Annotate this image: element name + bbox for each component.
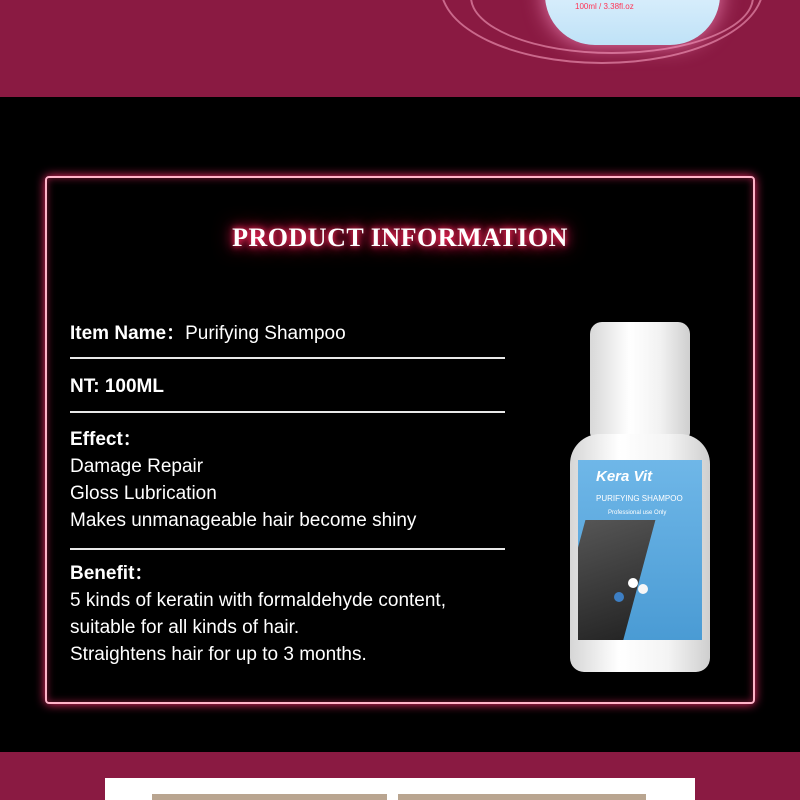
divider (70, 548, 505, 550)
divider (70, 411, 505, 413)
molecule-graphic (628, 578, 638, 588)
benefit-line: Straightens hair for up to 3 months. (70, 644, 367, 665)
benefit-block (70, 560, 446, 668)
hair-photo (398, 794, 646, 800)
top-product-image (545, 0, 720, 45)
effect-line: Makes unmanageable hair become shiny (70, 510, 417, 531)
product-bottle-image (570, 322, 710, 672)
brand-name: Kera Vit (596, 468, 653, 485)
hair-graphic (578, 520, 655, 640)
hair-photo (152, 794, 387, 800)
bottle-label (578, 460, 702, 640)
item-name-value: Purifying Shampoo (185, 323, 346, 344)
product-tagline: Professional use Only (608, 510, 667, 516)
effect-block (70, 426, 416, 534)
section-title: PRODUCT INFORMATION (232, 223, 568, 252)
benefit-label: Benefit： (70, 563, 154, 584)
nt-row (70, 373, 164, 400)
item-name-row (70, 320, 346, 347)
item-name-label: Item Name： (70, 323, 186, 344)
nt-value: 100ML (104, 376, 164, 397)
effect-line: Damage Repair (70, 456, 204, 477)
top-banner (0, 0, 800, 97)
divider (70, 357, 505, 359)
effect-label: Effect： (70, 429, 142, 450)
product-name: PURIFYING SHAMPOO (596, 494, 683, 503)
benefit-line: suitable for all kinds of hair. (70, 617, 300, 638)
benefit-line: 5 kinds of keratin with formaldehyde content, (70, 590, 446, 611)
bottle-cap (590, 322, 690, 437)
top-bottle-label: 100ml / 3.38fl.oz (575, 2, 634, 11)
nt-label: NT: (70, 376, 105, 397)
effect-line: Gloss Lubrication (70, 483, 217, 504)
